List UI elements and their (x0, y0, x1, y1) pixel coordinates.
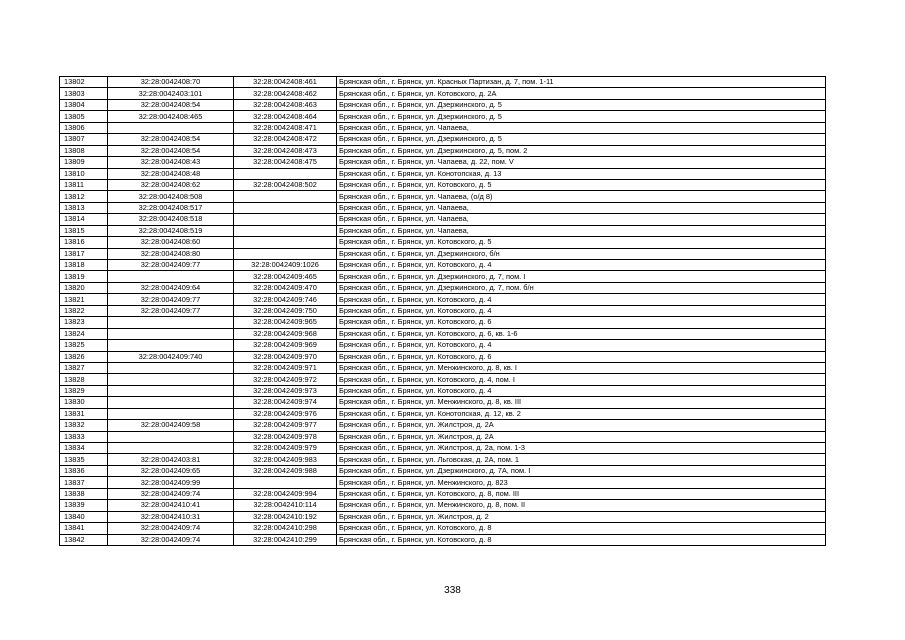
table-row (60, 454, 826, 465)
row-number-cell: 13834 (60, 443, 108, 454)
table-row (60, 488, 826, 499)
address-cell: Брянская обл., г. Брянск, ул. Котовского, д. 6 (337, 351, 826, 362)
table-row (60, 134, 826, 145)
parcel-cadastral-number-cell: 32:28:0042408:60 (108, 237, 234, 248)
row-number-cell: 13827 (60, 362, 108, 373)
parcel-cadastral-number-cell: 32:28:0042409:74 (108, 523, 234, 534)
page-number: 338 (444, 585, 461, 596)
parcel-cadastral-number-cell (108, 317, 234, 328)
parcel-cadastral-number-cell: 32:28:0042403:81 (108, 454, 234, 465)
parcel-cadastral-number-cell: 32:28:0042410:41 (108, 500, 234, 511)
address-cell: Брянская обл., г. Брянск, ул. Котовского, д. 2А (337, 88, 826, 99)
row-number-cell: 13823 (60, 317, 108, 328)
table-row (60, 511, 826, 522)
object-cadastral-number-cell (234, 225, 337, 236)
address-cell: Брянская обл., г. Брянск, ул. Конотопская, д. 13 (337, 168, 826, 179)
object-cadastral-number-cell: 32:28:0042409:983 (234, 454, 337, 465)
table-row (60, 500, 826, 511)
parcel-cadastral-number-cell (108, 271, 234, 282)
table-row (60, 202, 826, 213)
parcel-cadastral-number-cell: 32:28:0042408:465 (108, 111, 234, 122)
address-cell: Брянская обл., г. Брянск, ул. Чапаева, (337, 225, 826, 236)
object-cadastral-number-cell: 32:28:0042409:969 (234, 340, 337, 351)
address-cell: Брянская обл., г. Брянск, ул. Дзержинского, б/н (337, 248, 826, 259)
table-row (60, 99, 826, 110)
table-row (60, 294, 826, 305)
object-cadastral-number-cell: 32:28:0042408:472 (234, 134, 337, 145)
address-cell: Брянская обл., г. Брянск, ул. Котовского, д. 4, пом. I (337, 374, 826, 385)
parcel-cadastral-number-cell (108, 385, 234, 396)
object-cadastral-number-cell: 32:28:0042408:461 (234, 77, 337, 88)
table-row (60, 340, 826, 351)
parcel-cadastral-number-cell: 32:28:0042409:58 (108, 420, 234, 431)
row-number-cell: 13831 (60, 408, 108, 419)
parcel-cadastral-number-cell: 32:28:0042408:519 (108, 225, 234, 236)
object-cadastral-number-cell: 32:28:0042408:471 (234, 122, 337, 133)
table-row (60, 157, 826, 168)
address-cell: Брянская обл., г. Брянск, ул. Котовского, д. 8 (337, 534, 826, 545)
table-row (60, 465, 826, 476)
row-number-cell: 13841 (60, 523, 108, 534)
object-cadastral-number-cell: 32:28:0042409:979 (234, 443, 337, 454)
table-row (60, 225, 826, 236)
row-number-cell: 13802 (60, 77, 108, 88)
parcel-cadastral-number-cell (108, 122, 234, 133)
address-cell: Брянская обл., г. Брянск, ул. Льговская, д. 2А, пом. 1 (337, 454, 826, 465)
row-number-cell: 13807 (60, 134, 108, 145)
row-number-cell: 13832 (60, 420, 108, 431)
parcel-cadastral-number-cell (108, 374, 234, 385)
address-cell: Брянская обл., г. Брянск, ул. Чапаева, д. 22, пом. V (337, 157, 826, 168)
table-row (60, 328, 826, 339)
row-number-cell: 13821 (60, 294, 108, 305)
table-row (60, 77, 826, 88)
parcel-cadastral-number-cell: 32:28:0042409:74 (108, 488, 234, 499)
address-cell: Брянская обл., г. Брянск, ул. Дзержинского, д. 5 (337, 99, 826, 110)
address-cell: Брянская обл., г. Брянск, ул. Чапаева, (337, 122, 826, 133)
object-cadastral-number-cell: 32:28:0042409:988 (234, 465, 337, 476)
address-cell: Брянская обл., г. Брянск, ул. Котовского, д. 8, пом. III (337, 488, 826, 499)
parcel-cadastral-number-cell: 32:28:0042409:77 (108, 260, 234, 271)
row-number-cell: 13813 (60, 202, 108, 213)
table-row (60, 351, 826, 362)
row-number-cell: 13816 (60, 237, 108, 248)
object-cadastral-number-cell (234, 168, 337, 179)
parcel-cadastral-number-cell: 32:28:0042408:62 (108, 179, 234, 190)
row-number-cell: 13803 (60, 88, 108, 99)
object-cadastral-number-cell: 32:28:0042409:470 (234, 282, 337, 293)
row-number-cell: 13824 (60, 328, 108, 339)
parcel-cadastral-number-cell: 32:28:0042408:517 (108, 202, 234, 213)
object-cadastral-number-cell: 32:28:0042409:974 (234, 397, 337, 408)
address-cell: Брянская обл., г. Брянск, ул. Котовского, д. 4 (337, 294, 826, 305)
row-number-cell: 13809 (60, 157, 108, 168)
address-cell: Брянская обл., г. Брянск, ул. Конотопская, д. 12, кв. 2 (337, 408, 826, 419)
table-row (60, 477, 826, 488)
parcel-cadastral-number-cell (108, 362, 234, 373)
table-row (60, 111, 826, 122)
parcel-cadastral-number-cell (108, 431, 234, 442)
parcel-cadastral-number-cell: 32:28:0042408:70 (108, 77, 234, 88)
row-number-cell: 13806 (60, 122, 108, 133)
address-cell: Брянская обл., г. Брянск, ул. Чапаева, (337, 202, 826, 213)
address-cell: Брянская обл., г. Брянск, ул. Дзержинского, д. 7, пом. б/н (337, 282, 826, 293)
table-row (60, 248, 826, 259)
parcel-cadastral-number-cell: 32:28:0042409:74 (108, 534, 234, 545)
row-number-cell: 13810 (60, 168, 108, 179)
parcel-cadastral-number-cell (108, 397, 234, 408)
row-number-cell: 13820 (60, 282, 108, 293)
parcel-cadastral-number-cell: 32:28:0042403:101 (108, 88, 234, 99)
address-cell: Брянская обл., г. Брянск, ул. Котовского, д. 6 (337, 317, 826, 328)
object-cadastral-number-cell (234, 214, 337, 225)
address-cell: Брянская обл., г. Брянск, ул. Котовского, д. 6, кв. 1-6 (337, 328, 826, 339)
address-cell: Брянская обл., г. Брянск, ул. Дзержинского, д. 5 (337, 134, 826, 145)
row-number-cell: 13838 (60, 488, 108, 499)
parcel-cadastral-number-cell (108, 408, 234, 419)
address-cell: Брянская обл., г. Брянск, ул. Дзержинского, д. 5 (337, 111, 826, 122)
address-cell: Брянская обл., г. Брянск, ул. Жилстроя, д. 2 (337, 511, 826, 522)
address-cell: Брянская обл., г. Брянск, ул. Жилстроя, д. 2А (337, 420, 826, 431)
object-cadastral-number-cell: 32:28:0042409:746 (234, 294, 337, 305)
object-cadastral-number-cell (234, 477, 337, 488)
table-row (60, 168, 826, 179)
table-row (60, 260, 826, 271)
table-row (60, 88, 826, 99)
parcel-cadastral-number-cell (108, 328, 234, 339)
table-row (60, 271, 826, 282)
table-row (60, 214, 826, 225)
table-row (60, 374, 826, 385)
parcel-cadastral-number-cell: 32:28:0042408:43 (108, 157, 234, 168)
table-row (60, 305, 826, 316)
object-cadastral-number-cell: 32:28:0042408:502 (234, 179, 337, 190)
object-cadastral-number-cell: 32:28:0042408:463 (234, 99, 337, 110)
object-cadastral-number-cell: 32:28:0042409:465 (234, 271, 337, 282)
table-row (60, 431, 826, 442)
object-cadastral-number-cell: 32:28:0042408:464 (234, 111, 337, 122)
object-cadastral-number-cell: 32:28:0042408:475 (234, 157, 337, 168)
parcel-cadastral-number-cell: 32:28:0042409:77 (108, 294, 234, 305)
address-cell: Брянская обл., г. Брянск, ул. Жилстроя, д. 2а, пом. 1-3 (337, 443, 826, 454)
row-number-cell: 13819 (60, 271, 108, 282)
table-row (60, 408, 826, 419)
object-cadastral-number-cell (234, 202, 337, 213)
registry-table (59, 76, 826, 546)
row-number-cell: 13815 (60, 225, 108, 236)
parcel-cadastral-number-cell: 32:28:0042409:99 (108, 477, 234, 488)
address-cell: Брянская обл., г. Брянск, ул. Котовского, д. 4 (337, 340, 826, 351)
table-row (60, 179, 826, 190)
parcel-cadastral-number-cell: 32:28:0042408:80 (108, 248, 234, 259)
object-cadastral-number-cell: 32:28:0042409:973 (234, 385, 337, 396)
row-number-cell: 13842 (60, 534, 108, 545)
row-number-cell: 13811 (60, 179, 108, 190)
object-cadastral-number-cell: 32:28:0042409:750 (234, 305, 337, 316)
row-number-cell: 13826 (60, 351, 108, 362)
address-cell: Брянская обл., г. Брянск, ул. Дзержинского, д. 5, пом. 2 (337, 145, 826, 156)
address-cell: Брянская обл., г. Брянск, ул. Менжинского, д. 8, пом. II (337, 500, 826, 511)
table-row (60, 362, 826, 373)
row-number-cell: 13804 (60, 99, 108, 110)
parcel-cadastral-number-cell: 32:28:0042409:64 (108, 282, 234, 293)
table-row (60, 237, 826, 248)
object-cadastral-number-cell: 32:28:0042409:978 (234, 431, 337, 442)
address-cell: Брянская обл., г. Брянск, ул. Котовского, д. 4 (337, 260, 826, 271)
address-cell: Брянская обл., г. Брянск, ул. Жилстроя, д. 2А (337, 431, 826, 442)
row-number-cell: 13814 (60, 214, 108, 225)
object-cadastral-number-cell: 32:28:0042408:462 (234, 88, 337, 99)
row-number-cell: 13817 (60, 248, 108, 259)
table-row (60, 385, 826, 396)
address-cell: Брянская обл., г. Брянск, ул. Красных Партизан, д. 7, пом. 1-11 (337, 77, 826, 88)
parcel-cadastral-number-cell: 32:28:0042409:65 (108, 465, 234, 476)
object-cadastral-number-cell: 32:28:0042410:298 (234, 523, 337, 534)
row-number-cell: 13825 (60, 340, 108, 351)
row-number-cell: 13822 (60, 305, 108, 316)
object-cadastral-number-cell (234, 191, 337, 202)
object-cadastral-number-cell: 32:28:0042410:299 (234, 534, 337, 545)
object-cadastral-number-cell: 32:28:0042409:970 (234, 351, 337, 362)
parcel-cadastral-number-cell: 32:28:0042408:54 (108, 145, 234, 156)
row-number-cell: 13812 (60, 191, 108, 202)
row-number-cell: 13829 (60, 385, 108, 396)
parcel-cadastral-number-cell (108, 443, 234, 454)
address-cell: Брянская обл., г. Брянск, ул. Чапаева, (337, 214, 826, 225)
address-cell: Брянская обл., г. Брянск, ул. Дзержинского, д. 7, пом. I (337, 271, 826, 282)
parcel-cadastral-number-cell: 32:28:0042408:54 (108, 99, 234, 110)
address-cell: Брянская обл., г. Брянск, ул. Менжинского, д. 8, кв. III (337, 397, 826, 408)
address-cell: Брянская обл., г. Брянск, ул. Котовского, д. 4 (337, 305, 826, 316)
row-number-cell: 13835 (60, 454, 108, 465)
table-row (60, 145, 826, 156)
parcel-cadastral-number-cell: 32:28:0042410:31 (108, 511, 234, 522)
row-number-cell: 13805 (60, 111, 108, 122)
row-number-cell: 13828 (60, 374, 108, 385)
address-cell: Брянская обл., г. Брянск, ул. Котовского, д. 4 (337, 385, 826, 396)
row-number-cell: 13836 (60, 465, 108, 476)
object-cadastral-number-cell: 32:28:0042409:972 (234, 374, 337, 385)
parcel-cadastral-number-cell: 32:28:0042408:54 (108, 134, 234, 145)
parcel-cadastral-number-cell: 32:28:0042409:77 (108, 305, 234, 316)
row-number-cell: 13808 (60, 145, 108, 156)
address-cell: Брянская обл., г. Брянск, ул. Дзержинского, д. 7А, пом. I (337, 465, 826, 476)
table-row (60, 443, 826, 454)
address-cell: Брянская обл., г. Брянск, ул. Котовского, д. 5 (337, 237, 826, 248)
object-cadastral-number-cell: 32:28:0042409:976 (234, 408, 337, 419)
address-cell: Брянская обл., г. Брянск, ул. Котовского, д. 8 (337, 523, 826, 534)
parcel-cadastral-number-cell: 32:28:0042408:518 (108, 214, 234, 225)
object-cadastral-number-cell: 32:28:0042408:473 (234, 145, 337, 156)
table-row (60, 282, 826, 293)
object-cadastral-number-cell: 32:28:0042409:994 (234, 488, 337, 499)
table-row (60, 397, 826, 408)
object-cadastral-number-cell: 32:28:0042409:1026 (234, 260, 337, 271)
table-row (60, 191, 826, 202)
object-cadastral-number-cell (234, 248, 337, 259)
table-row (60, 122, 826, 133)
address-cell: Брянская обл., г. Брянск, ул. Менжинского, д. 8, кв. I (337, 362, 826, 373)
row-number-cell: 13837 (60, 477, 108, 488)
parcel-cadastral-number-cell: 32:28:0042409:740 (108, 351, 234, 362)
row-number-cell: 13840 (60, 511, 108, 522)
row-number-cell: 13839 (60, 500, 108, 511)
object-cadastral-number-cell: 32:28:0042409:977 (234, 420, 337, 431)
object-cadastral-number-cell: 32:28:0042409:968 (234, 328, 337, 339)
table-row (60, 317, 826, 328)
registry-table-body (60, 77, 826, 546)
object-cadastral-number-cell: 32:28:0042409:965 (234, 317, 337, 328)
parcel-cadastral-number-cell: 32:28:0042408:48 (108, 168, 234, 179)
address-cell: Брянская обл., г. Брянск, ул. Чапаева, (о/д 8) (337, 191, 826, 202)
object-cadastral-number-cell: 32:28:0042409:971 (234, 362, 337, 373)
object-cadastral-number-cell (234, 237, 337, 248)
table-row (60, 420, 826, 431)
table-row (60, 534, 826, 545)
object-cadastral-number-cell: 32:28:0042410:114 (234, 500, 337, 511)
address-cell: Брянская обл., г. Брянск, ул. Котовского, д. 5 (337, 179, 826, 190)
row-number-cell: 13833 (60, 431, 108, 442)
row-number-cell: 13818 (60, 260, 108, 271)
parcel-cadastral-number-cell: 32:28:0042408:508 (108, 191, 234, 202)
row-number-cell: 13830 (60, 397, 108, 408)
address-cell: Брянская обл., г. Брянск, ул. Менжинского, д. 823 (337, 477, 826, 488)
object-cadastral-number-cell: 32:28:0042410:192 (234, 511, 337, 522)
table-row (60, 523, 826, 534)
parcel-cadastral-number-cell (108, 340, 234, 351)
